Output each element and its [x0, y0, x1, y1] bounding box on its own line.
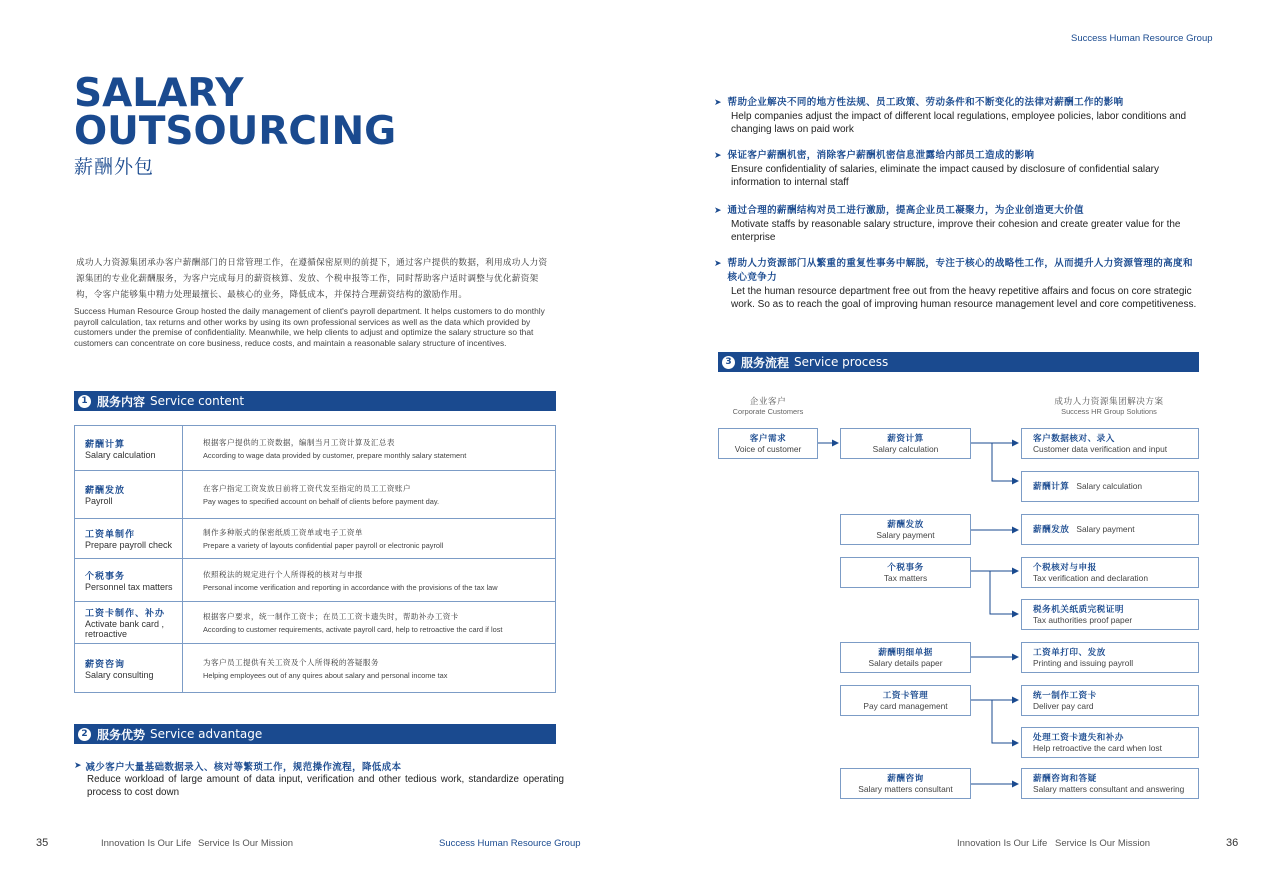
box-cn: 税务机关纸质完税证明 — [1033, 604, 1124, 615]
box-en: Deliver pay card — [1033, 700, 1094, 711]
flow-box-solution — [1021, 428, 1199, 459]
service-name-en: Personnel tax matters — [85, 581, 173, 592]
box-cn: 薪酬发放 — [1033, 525, 1070, 535]
flow-box-mid — [840, 514, 971, 545]
service-name-en: Salary consulting — [85, 669, 154, 680]
box-cn: 薪酬咨询 — [887, 773, 924, 784]
box-en: Salary payment — [876, 529, 935, 540]
box-cn: 薪酬咨询和答疑 — [1033, 773, 1097, 784]
section-title-cn: 服务内容 — [97, 394, 146, 409]
box-en: Help retroactive the card when lost — [1033, 742, 1162, 753]
service-desc-en: According to wage data provided by customer, prepare monthly salary statement — [203, 450, 467, 460]
box-cn: 个税核对与申报 — [1033, 562, 1097, 573]
section-title-cn: 服务流程 — [741, 355, 790, 370]
service-desc-en: Personal income verification and reporting in accordance with the provisions of the tax law — [203, 582, 498, 592]
flow-box-solution — [1021, 768, 1199, 799]
page-number-right: 36 — [1226, 837, 1239, 849]
advantage-en: Motivate staffs by reasonable salary structure, improve their cohesion and create greater value for the enterprise — [731, 219, 1181, 243]
section-title-cn: 服务优势 — [97, 727, 146, 742]
advantage-en: Reduce workload of large amount of data input, verification and other tedious work, standardize operating process to cost down — [87, 774, 564, 798]
footer-slogan-1: Innovation Is Our Life — [957, 838, 1048, 849]
advantage-cn: 保证客户薪酬机密，消除客户薪酬机密信息泄露给内部员工造成的影响 — [727, 150, 1035, 161]
header-brand: Success Human Resource Group — [1071, 33, 1213, 44]
box-cn: 薪资计算 — [887, 433, 924, 444]
box-cn: 工资单打印、发放 — [1033, 647, 1106, 658]
box-cn: 个税事务 — [887, 562, 924, 573]
box-en: Tax matters — [883, 572, 928, 583]
box-en: Salary details paper — [868, 657, 943, 668]
flow-box-mid — [840, 557, 971, 588]
flow-box-mid — [840, 768, 971, 799]
flow-box-solution — [1021, 685, 1199, 716]
service-name-cn: 薪酬计算 — [85, 439, 126, 450]
footer-slogan-2: Service Is Our Mission — [1055, 838, 1151, 849]
flow-box-solution — [1021, 727, 1199, 758]
arrow-right-icon: ➤ — [714, 206, 722, 216]
section-number: 3 — [722, 356, 735, 369]
box-en: Salary matters consultant and answering — [1033, 783, 1185, 794]
service-desc-en: Prepare a variety of layouts confidential paper payroll or electronic payroll — [203, 541, 444, 550]
box-en: Voice of customer — [734, 443, 802, 454]
box-en: Salary calculation — [1076, 481, 1143, 491]
service-name-en: Payroll — [85, 496, 113, 506]
flow-box-customer — [718, 428, 818, 459]
box-en: Salary calculation — [872, 443, 939, 454]
service-desc-en: According to customer requirements, activate payroll card, help to retroactive the card if lost — [203, 625, 503, 634]
section-title-en: Service process — [794, 355, 889, 369]
title-line-1: SALARY — [74, 71, 244, 116]
arrow-right-icon: ➤ — [714, 98, 722, 108]
box-cn: 薪酬计算 — [1033, 482, 1070, 492]
box-en: Tax verification and declaration — [1033, 572, 1148, 583]
arrow-right-icon: ➤ — [714, 259, 722, 269]
intro-english: Success Human Resource Group hosted the daily management of client's payroll department. It helps customers to do monthly payroll calculation, tax returns and other works by using its own professional services as well as the data which provided by customers under the premise of confidentiality. Meanwhile, we help clients to adjust and optimize the salary structure so that customers can concentrate on core business, reduce costs, and maintain a reasonable salary structure of incentives. — [74, 306, 545, 348]
service-desc-en: Pay wages to specified account on behalf of clients before payment day. — [203, 497, 440, 506]
service-name-cn: 工资卡制作、补办 — [85, 609, 166, 619]
flow-box-mid — [840, 685, 971, 716]
box-en: Pay card management — [863, 700, 948, 711]
footer-brand: Success Human Resource Group — [439, 838, 581, 849]
box-cn: 薪酬发放 — [887, 519, 924, 530]
service-name-cn: 薪酬发放 — [85, 486, 126, 496]
service-desc-cn: 根据客户要求，统一制作工资卡；在员工工资卡遗失时，帮助补办工资卡 — [203, 612, 459, 621]
service-desc-cn: 依照税法的规定进行个人所得税的核对与申报 — [203, 569, 363, 579]
arrow-right-icon: ➤ — [714, 151, 722, 161]
intro-chinese: 成功人力资源集团承办客户薪酬部门的日常管理工作，在遵循保密原则的前提下，通过客户提供的数据，利用成功人力资源集团的专业化薪酬服务，为客户完成每月的薪资核算、发放、个税申报等工作，同时帮助客户适时调整与优化薪资架构，令客户能够集中精力处理最擅长、最核心的业务，降低成本，并保持合理薪资结构的激励作用。 — [76, 258, 548, 300]
advantage-en: Ensure confidentiality of salaries, eliminate the impact caused by disclosure of confidential salary information to internal staff — [731, 164, 1159, 188]
flow-box-solution — [1021, 642, 1199, 673]
flow-box-solution — [1021, 599, 1199, 630]
service-name-en: Activate bank card , retroactive — [85, 619, 165, 639]
service-name-en: Salary calculation — [85, 449, 156, 460]
section-title-en: Service advantage — [150, 727, 263, 741]
flow-box-solution — [1021, 514, 1199, 545]
box-cn: 处理工资卡遗失和补办 — [1033, 732, 1124, 743]
footer-slogan-2: Service Is Our Mission — [198, 838, 294, 849]
title-line-2: OUTSOURCING — [74, 109, 397, 154]
advantage-cn: 通过合理的薪酬结构对员工进行激励，提高企业员工凝聚力，为企业创造更大价值 — [727, 205, 1084, 216]
box-cn: 工资卡管理 — [882, 690, 929, 701]
section-number: 2 — [78, 728, 91, 741]
service-desc-cn: 制作多种版式的保密纸质工资单或电子工资单 — [203, 528, 363, 537]
service-name-en: Prepare payroll check — [85, 540, 173, 550]
footer-slogan-1: Innovation Is Our Life — [101, 838, 192, 849]
box-en: Customer data verification and input — [1033, 443, 1168, 454]
header-en: Corporate Customers — [732, 407, 804, 416]
service-desc-cn: 为客户员工提供有关工资及个人所得税的答疑服务 — [203, 657, 379, 667]
advantage-en: Let the human resource department free out from the heavy repetitive affairs and focus on core strategic work. So as to reach the goal of improving human resource management level and core competitiveness. — [731, 286, 1197, 310]
service-desc-en: Helping employees out of any quires about salary and personal income tax — [203, 670, 448, 680]
section-title-en: Service content — [150, 394, 245, 408]
advantage-cn: 帮助人力资源部门从繁重的重复性事务中解脱，专注于核心的战略性工作，从而提升人力资源管理的高度和核心竞争力 — [727, 258, 1193, 283]
flow-box-mid — [840, 642, 971, 673]
header-en: Success HR Group Solutions — [1061, 407, 1157, 416]
advantage-cn: 减少客户大量基础数据录入、核对等繁琐工作，规范操作流程，降低成本 — [85, 762, 402, 773]
title-chinese: 薪酬外包 — [74, 156, 155, 178]
box-en: Salary payment — [1076, 524, 1135, 534]
box-en: Tax authorities proof paper — [1033, 614, 1133, 625]
flow-box-solution — [1021, 557, 1199, 588]
arrow-right-icon: ➤ — [74, 761, 82, 771]
flow-box-mid — [840, 428, 971, 459]
box-en: Salary matters consultant — [858, 783, 953, 794]
header-cn: 企业客户 — [749, 397, 787, 407]
service-desc-cn: 在客户指定工资发放日前将工资代发至指定的员工工资账户 — [203, 484, 411, 493]
section-number: 1 — [78, 395, 91, 408]
service-name-cn: 薪资咨询 — [85, 659, 126, 670]
header-cn: 成功人力资源集团解决方案 — [1054, 397, 1164, 407]
service-name-cn: 工资单制作 — [85, 530, 136, 540]
service-desc-cn: 根据客户提供的工资数据，编制当月工资计算及汇总表 — [203, 437, 395, 447]
service-name-cn: 个税事务 — [85, 571, 126, 582]
box-cn: 统一制作工资卡 — [1033, 690, 1097, 701]
flow-box-solution — [1021, 471, 1199, 502]
advantage-en: Help companies adjust the impact of different local regulations, employee policies, labor conditions and changing laws on paid work — [731, 111, 1187, 135]
page-number-left: 35 — [36, 837, 49, 849]
box-cn: 客户数据核对、录入 — [1033, 433, 1115, 444]
box-cn: 薪酬明细单据 — [878, 647, 933, 658]
box-en: Printing and issuing payroll — [1033, 657, 1134, 668]
advantage-cn: 帮助企业解决不同的地方性法规、员工政策、劳动条件和不断变化的法律对薪酬工作的影响 — [727, 97, 1124, 108]
box-cn: 客户需求 — [749, 433, 787, 444]
